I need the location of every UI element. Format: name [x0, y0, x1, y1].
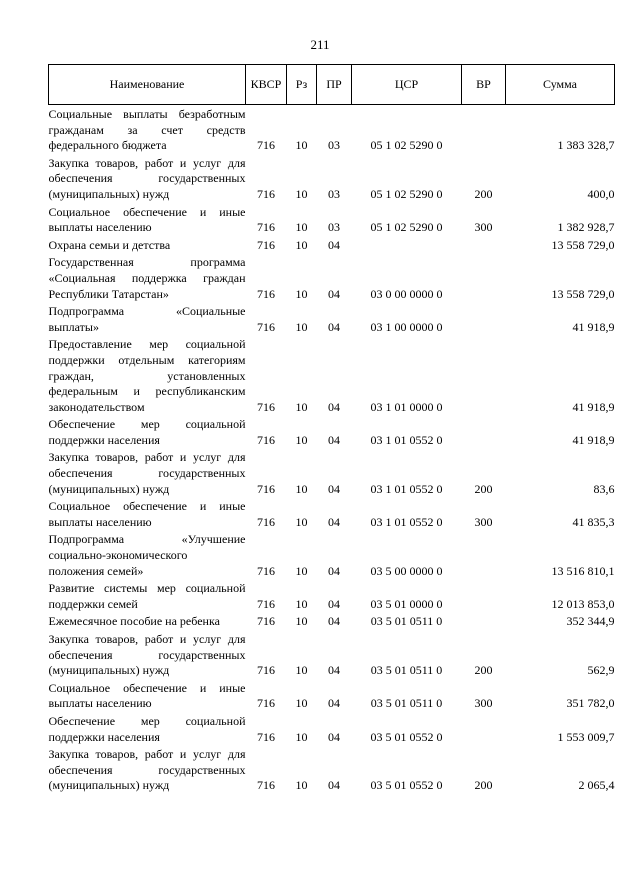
cell-kvsr: 716 [257, 663, 275, 678]
cell-kvsr: 716 [257, 481, 275, 496]
table-row [49, 105, 615, 156]
cell-name: Подпрограмма «Социальные выплаты» [48, 304, 246, 334]
cell-name: Государственная программа «Социальная поддержка граждан Республики Татарстан» [48, 255, 246, 301]
cell-name: Закупка товаров, работ и услуг для обеспечения государственных (муниципальных) нужд [48, 155, 246, 201]
header-sum: Сумма [506, 65, 615, 105]
cell-pr: 03 [328, 138, 340, 153]
cell-sum: 41 918,9 [572, 319, 615, 334]
cell-vr [462, 614, 506, 632]
cell-name: Подпрограмма «Улучшение социально-экономического положения семей» [48, 532, 246, 578]
table-row [49, 681, 615, 714]
cell-vr [462, 337, 506, 417]
cell-sum: 41 835,3 [572, 514, 615, 529]
cell-pr: 04 [328, 563, 340, 578]
header-rz: Рз [287, 65, 317, 105]
cell-sum: 400,0 [587, 186, 615, 201]
cell-rz: 10 [295, 778, 308, 793]
cell-kvsr: 716 [257, 432, 275, 447]
cell-kvsr: 716 [257, 729, 275, 744]
header-csr: ЦСР [352, 65, 462, 105]
cell-pr: 04 [328, 596, 340, 611]
cell-csr: 03 0 00 0000 0 [370, 286, 443, 301]
cell-kvsr: 716 [257, 399, 275, 414]
table-row [49, 255, 615, 304]
table-row [49, 632, 615, 681]
cell-vr: 300 [474, 514, 493, 529]
cell-rz: 10 [295, 514, 308, 529]
cell-rz: 10 [295, 663, 308, 678]
cell-sum: 352 344,9 [566, 614, 615, 629]
cell-sum: 13 516 810,1 [551, 563, 615, 578]
cell-name: Предоставление мер социальной поддержки отдельным категориям граждан, установленных федеральным и республиканским законодательством [48, 337, 246, 414]
cell-rz: 10 [295, 399, 308, 414]
header-name: Наименование [49, 65, 246, 105]
cell-pr: 04 [328, 399, 340, 414]
cell-csr: 03 5 01 0511 0 [370, 696, 443, 711]
cell-sum: 1 553 009,7 [557, 729, 615, 744]
cell-sum: 351 782,0 [566, 696, 615, 711]
cell-csr: 03 5 01 0552 0 [370, 729, 443, 744]
cell-csr: 03 5 01 0511 0 [370, 614, 443, 629]
cell-sum: 1 382 928,7 [557, 220, 615, 235]
cell-csr: 03 1 01 0552 0 [370, 481, 443, 496]
cell-kvsr: 716 [257, 696, 275, 711]
cell-vr: 200 [474, 778, 493, 793]
table-body [49, 105, 615, 796]
cell-kvsr: 716 [257, 286, 275, 301]
cell-sum: 562,9 [587, 663, 615, 678]
cell-csr: 05 1 02 5290 0 [370, 186, 443, 201]
cell-rz: 10 [295, 596, 308, 611]
cell-pr: 04 [328, 663, 340, 678]
cell-pr: 04 [328, 614, 340, 629]
table-header [49, 65, 615, 105]
cell-rz: 10 [295, 220, 308, 235]
cell-sum: 1 383 328,7 [557, 138, 615, 153]
cell-name: Социальное обеспечение и иные выплаты населению [48, 204, 246, 235]
cell-rz: 10 [295, 481, 308, 496]
cell-name: Ежемесячное пособие на ребенка [48, 614, 220, 629]
cell-pr: 04 [328, 319, 340, 334]
cell-name: Обеспечение мер социальной поддержки населения [48, 713, 246, 744]
cell-sum: 2 065,4 [578, 778, 615, 793]
cell-sum: 41 918,9 [572, 399, 615, 414]
table-row [49, 450, 615, 499]
cell-rz: 10 [295, 286, 308, 301]
cell-vr: 200 [474, 186, 493, 201]
cell-csr: 03 5 01 0000 0 [370, 596, 443, 611]
cell-name: Закупка товаров, работ и услуг для обеспечения государственных (муниципальных) нужд [48, 450, 246, 496]
cell-sum: 13 558 729,0 [551, 237, 615, 252]
cell-name: Обеспечение мер социальной поддержки населения [48, 417, 246, 447]
cell-sum: 12 013 853,0 [551, 596, 615, 611]
cell-kvsr: 716 [257, 778, 275, 793]
cell-vr [462, 581, 506, 614]
cell-name: Закупка товаров, работ и услуг для обеспечения государственных (муниципальных) нужд [48, 747, 246, 793]
header-pr: ПР [317, 65, 352, 105]
cell-sum: 13 558 729,0 [551, 286, 615, 301]
page-number: 211 [310, 37, 330, 52]
cell-name: Охрана семьи и детства [48, 237, 171, 252]
cell-vr [462, 304, 506, 337]
cell-rz: 10 [295, 563, 308, 578]
cell-rz: 10 [295, 614, 308, 629]
cell-rz: 10 [295, 432, 308, 447]
cell-csr: 05 1 02 5290 0 [370, 220, 443, 235]
cell-kvsr: 716 [257, 220, 275, 235]
table-row [49, 238, 615, 256]
cell-kvsr: 716 [257, 614, 275, 629]
cell-vr [462, 532, 506, 581]
cell-csr: 05 1 02 5290 0 [370, 138, 443, 153]
cell-pr: 03 [328, 186, 340, 201]
cell-csr: 03 5 00 0000 0 [370, 563, 443, 578]
cell-kvsr: 716 [257, 138, 275, 153]
cell-vr: 300 [474, 220, 493, 235]
cell-rz: 10 [295, 186, 308, 201]
cell-name: Социальные выплаты безработным гражданам за счет средств федерального бюджета [48, 107, 246, 153]
cell-pr: 04 [328, 286, 340, 301]
cell-vr [462, 714, 506, 747]
table-row [49, 747, 615, 796]
cell-kvsr: 716 [257, 596, 275, 611]
cell-vr: 200 [474, 481, 493, 496]
cell-name: Развитие системы мер социальной поддержки семей [48, 581, 246, 611]
cell-vr: 300 [474, 696, 493, 711]
cell-csr: 03 5 01 0552 0 [370, 778, 443, 793]
cell-kvsr: 716 [257, 514, 275, 529]
cell-kvsr: 716 [257, 237, 275, 252]
cell-csr: 03 1 00 0000 0 [370, 319, 443, 334]
cell-pr: 03 [328, 220, 340, 235]
cell-csr: 03 1 01 0000 0 [370, 399, 443, 414]
header-vr: ВР [462, 65, 506, 105]
table-row [49, 337, 615, 417]
cell-pr: 04 [328, 432, 340, 447]
table-row [49, 714, 615, 747]
cell-kvsr: 716 [257, 563, 275, 578]
cell-kvsr: 716 [257, 319, 275, 334]
cell-vr: 200 [474, 663, 493, 678]
cell-sum: 41 918,9 [572, 432, 615, 447]
cell-pr: 04 [328, 481, 340, 496]
cell-csr: 03 5 01 0511 0 [370, 663, 443, 678]
table-row [49, 614, 615, 632]
cell-csr: 03 1 01 0552 0 [370, 432, 443, 447]
table-row [49, 417, 615, 450]
table-row [49, 581, 615, 614]
table-row [49, 499, 615, 532]
table-row [49, 205, 615, 238]
table-row [49, 156, 615, 205]
cell-pr: 04 [328, 237, 340, 252]
cell-sum: 83,6 [593, 481, 615, 496]
cell-rz: 10 [295, 319, 308, 334]
cell-name: Закупка товаров, работ и услуг для обеспечения государственных (муниципальных) нужд [48, 632, 246, 678]
cell-vr [462, 238, 506, 256]
cell-pr: 04 [328, 778, 340, 793]
cell-rz: 10 [295, 237, 308, 252]
budget-table [48, 64, 615, 796]
cell-csr [352, 238, 462, 256]
cell-vr [462, 105, 506, 156]
cell-pr: 04 [328, 514, 340, 529]
cell-kvsr: 716 [257, 186, 275, 201]
cell-vr [462, 255, 506, 304]
table-row [49, 532, 615, 581]
cell-csr: 03 1 01 0552 0 [370, 514, 443, 529]
cell-rz: 10 [295, 696, 308, 711]
cell-pr: 04 [328, 729, 340, 744]
cell-rz: 10 [295, 729, 308, 744]
cell-name: Социальное обеспечение и иные выплаты населению [48, 680, 246, 711]
header-kvsr: КВСР [246, 65, 287, 105]
cell-rz: 10 [295, 138, 308, 153]
table-row [49, 304, 615, 337]
cell-vr [462, 417, 506, 450]
cell-pr: 04 [328, 696, 340, 711]
cell-name: Социальное обеспечение и иные выплаты населению [48, 499, 246, 529]
